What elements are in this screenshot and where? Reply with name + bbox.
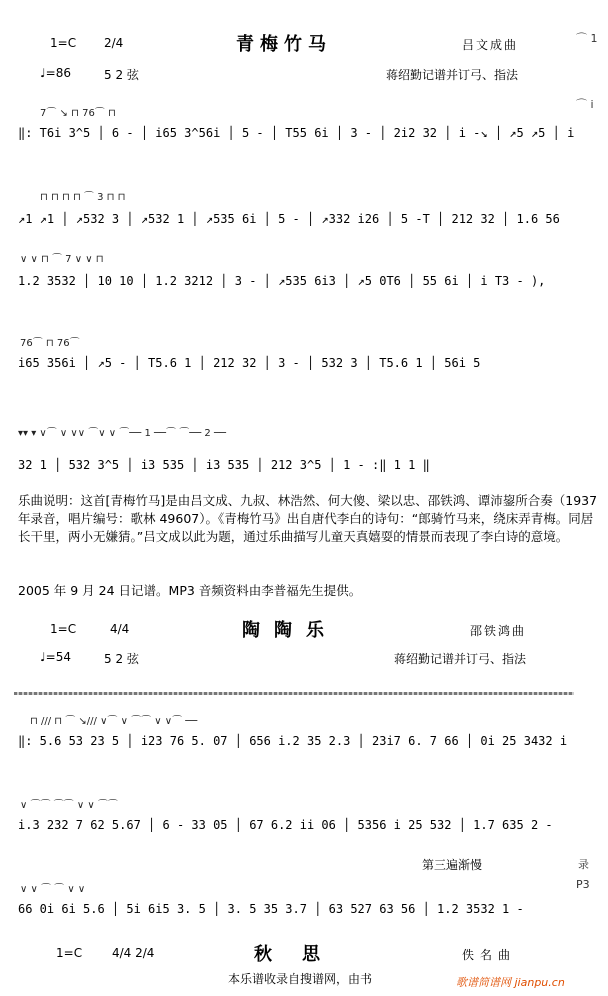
piece1-row4-marks: 76⌒ ⊓ 76⌒	[20, 338, 80, 349]
piece1-key: 1=C	[50, 36, 77, 50]
piece2-row1-notes: ‖: 5.6 53 23 5 │ i23 76 5. 07 │ 656 i.2 35 2.3 │ 23i7 6. 7 66 │ 0i 25 3432 i	[18, 734, 568, 748]
piece1-row2-notes: ↗1 ↗1 │ ↗532 3 │ ↗532 1 │ ↗535 6i │ 5 - │ ↗332 i26 │ 5 -T │ 212 32 │ 1.6 56	[18, 212, 560, 226]
piece1-row3-marks: ∨ ∨ ⊓ ⌒ 7 ∨ ∨ ⊓	[20, 254, 104, 265]
edge-mark-right: 录	[578, 858, 589, 871]
piece3-key: 1=C	[56, 946, 83, 960]
piece1-row5-marks: ▾▾ ▾ ∨⌒ ∨ ∨∨ ⌒∨ ∨ ⌒── 1 ──⌒ ⌒── 2 ──	[18, 428, 227, 439]
piece2-row3-marks: ∨ ∨ ⌒ ⌒ ∨ ∨	[20, 884, 86, 895]
piece1-row5-notes: 32 1 │ 532 3^5 │ i3 535 │ i3 535 │ 212 3^5 │ 1 - :‖ 1 1 ‖	[18, 458, 430, 472]
piece2-row2-marks: ∨ ⌒⌒ ⌒⌒ ∨ ∨ ⌒⌒	[20, 800, 118, 811]
site-watermark: 歌谱简谱网 jianpu.cn	[456, 976, 565, 989]
piece2-tempo: ♩=54	[40, 650, 71, 664]
piece3-title: 秋思	[254, 944, 350, 965]
piece2-meter: 4/4	[110, 622, 130, 636]
piece1-strings: 5 2 弦	[104, 68, 139, 82]
piece2-composer: 邵铁鸿曲	[470, 624, 527, 638]
piece1-row3-notes: 1.2 3532 │ 10 10 │ 1.2 3212 │ 3 - │ ↗535 6i3 │ ↗5 0T6 │ 55 6i │ i T3 - ),	[18, 274, 546, 288]
music-explanation: 乐曲说明：这首[青梅竹马]是由吕文成、九叔、林浩然、何大傻、梁以忠、邵铁鸿、谭沛鋆所合奏（1937年录音，唱片编号：歌林 49607）。《青梅竹马》出自唐代李白的诗句：“郎骑竹马来，绕床弄青梅。同居长干里，两小无嫌猜。”吕文成以此为题，通过乐曲描写儿童天真嬉耍的情景而表现了李白诗的意境。	[18, 493, 598, 544]
piece1-row4-notes: i65 356i │ ↗5 - │ T5.6 1 │ 212 32 │ 3 - │ 532 3 │ T5.6 1 │ 56i 5	[18, 356, 481, 370]
piece1-row1-marks: 7⌒ ↘ ⊓ 76⌒ ⊓	[40, 108, 116, 119]
piece1-composer: 吕文成曲	[462, 38, 519, 52]
piece2-row3-notes: 66 0i 6i 5.6 │ 5i 6i5 3. 5 │ 3. 5 35 3.7 │ 63 527 63 56 │ 1.2 3532 1 -	[18, 902, 524, 916]
piece1-tempo: ♩=86	[40, 66, 71, 80]
piece2-row1-marks: ⊓ /// ⊓ ⌒ ↘/// ∨⌒ ∨ ⌒⌒ ∨ ∨⌒ ──	[30, 716, 198, 727]
edge-mark-top: ⌒ 1	[576, 32, 598, 45]
piece2-title: 陶陶乐	[242, 620, 338, 641]
record-note: 2005 年 9 月 24 日记谱。MP3 音频资料由李普福先生提供。	[18, 583, 362, 598]
section-divider	[14, 692, 574, 695]
piece2-transcriber: 蒋绍勤记谱并订弓、指法	[394, 652, 527, 666]
piece1-meter: 2/4	[104, 36, 124, 50]
edge-mark-mid: ⌒ i	[576, 98, 594, 111]
piece1-row1-notes: ‖: T6i 3^5 │ 6 - │ i65 3^56i │ 5 - │ T55 6i │ 3 - │ 2i2 32 │ i -↘ │ ↗5 ↗5 │ i	[18, 126, 575, 140]
edge-mark-p3: P3	[576, 878, 590, 891]
piece3-composer: 佚名曲	[462, 948, 517, 962]
piece3-meter: 4/4 2/4	[112, 946, 155, 960]
piece2-strings: 5 2 弦	[104, 652, 139, 666]
piece1-row2-marks: ⊓ ⊓ ⊓ ⊓ ⌒ 3 ⊓ ⊓	[40, 192, 126, 203]
footer-source: 本乐谱收录自搜谱网，由书	[228, 972, 373, 986]
expression-mark: 第三遍渐慢	[422, 858, 483, 872]
piece2-key: 1=C	[50, 622, 77, 636]
piece1-transcriber: 蒋绍勤记谱并订弓、指法	[386, 68, 519, 82]
piece1-title: 青梅竹马	[236, 34, 332, 55]
piece2-row2-notes: i.3 232 7 62 5.67 │ 6 - 33 05 │ 67 6.2 ii 06 │ 5356 i 25 532 │ 1.7 635 2 -	[18, 818, 553, 832]
